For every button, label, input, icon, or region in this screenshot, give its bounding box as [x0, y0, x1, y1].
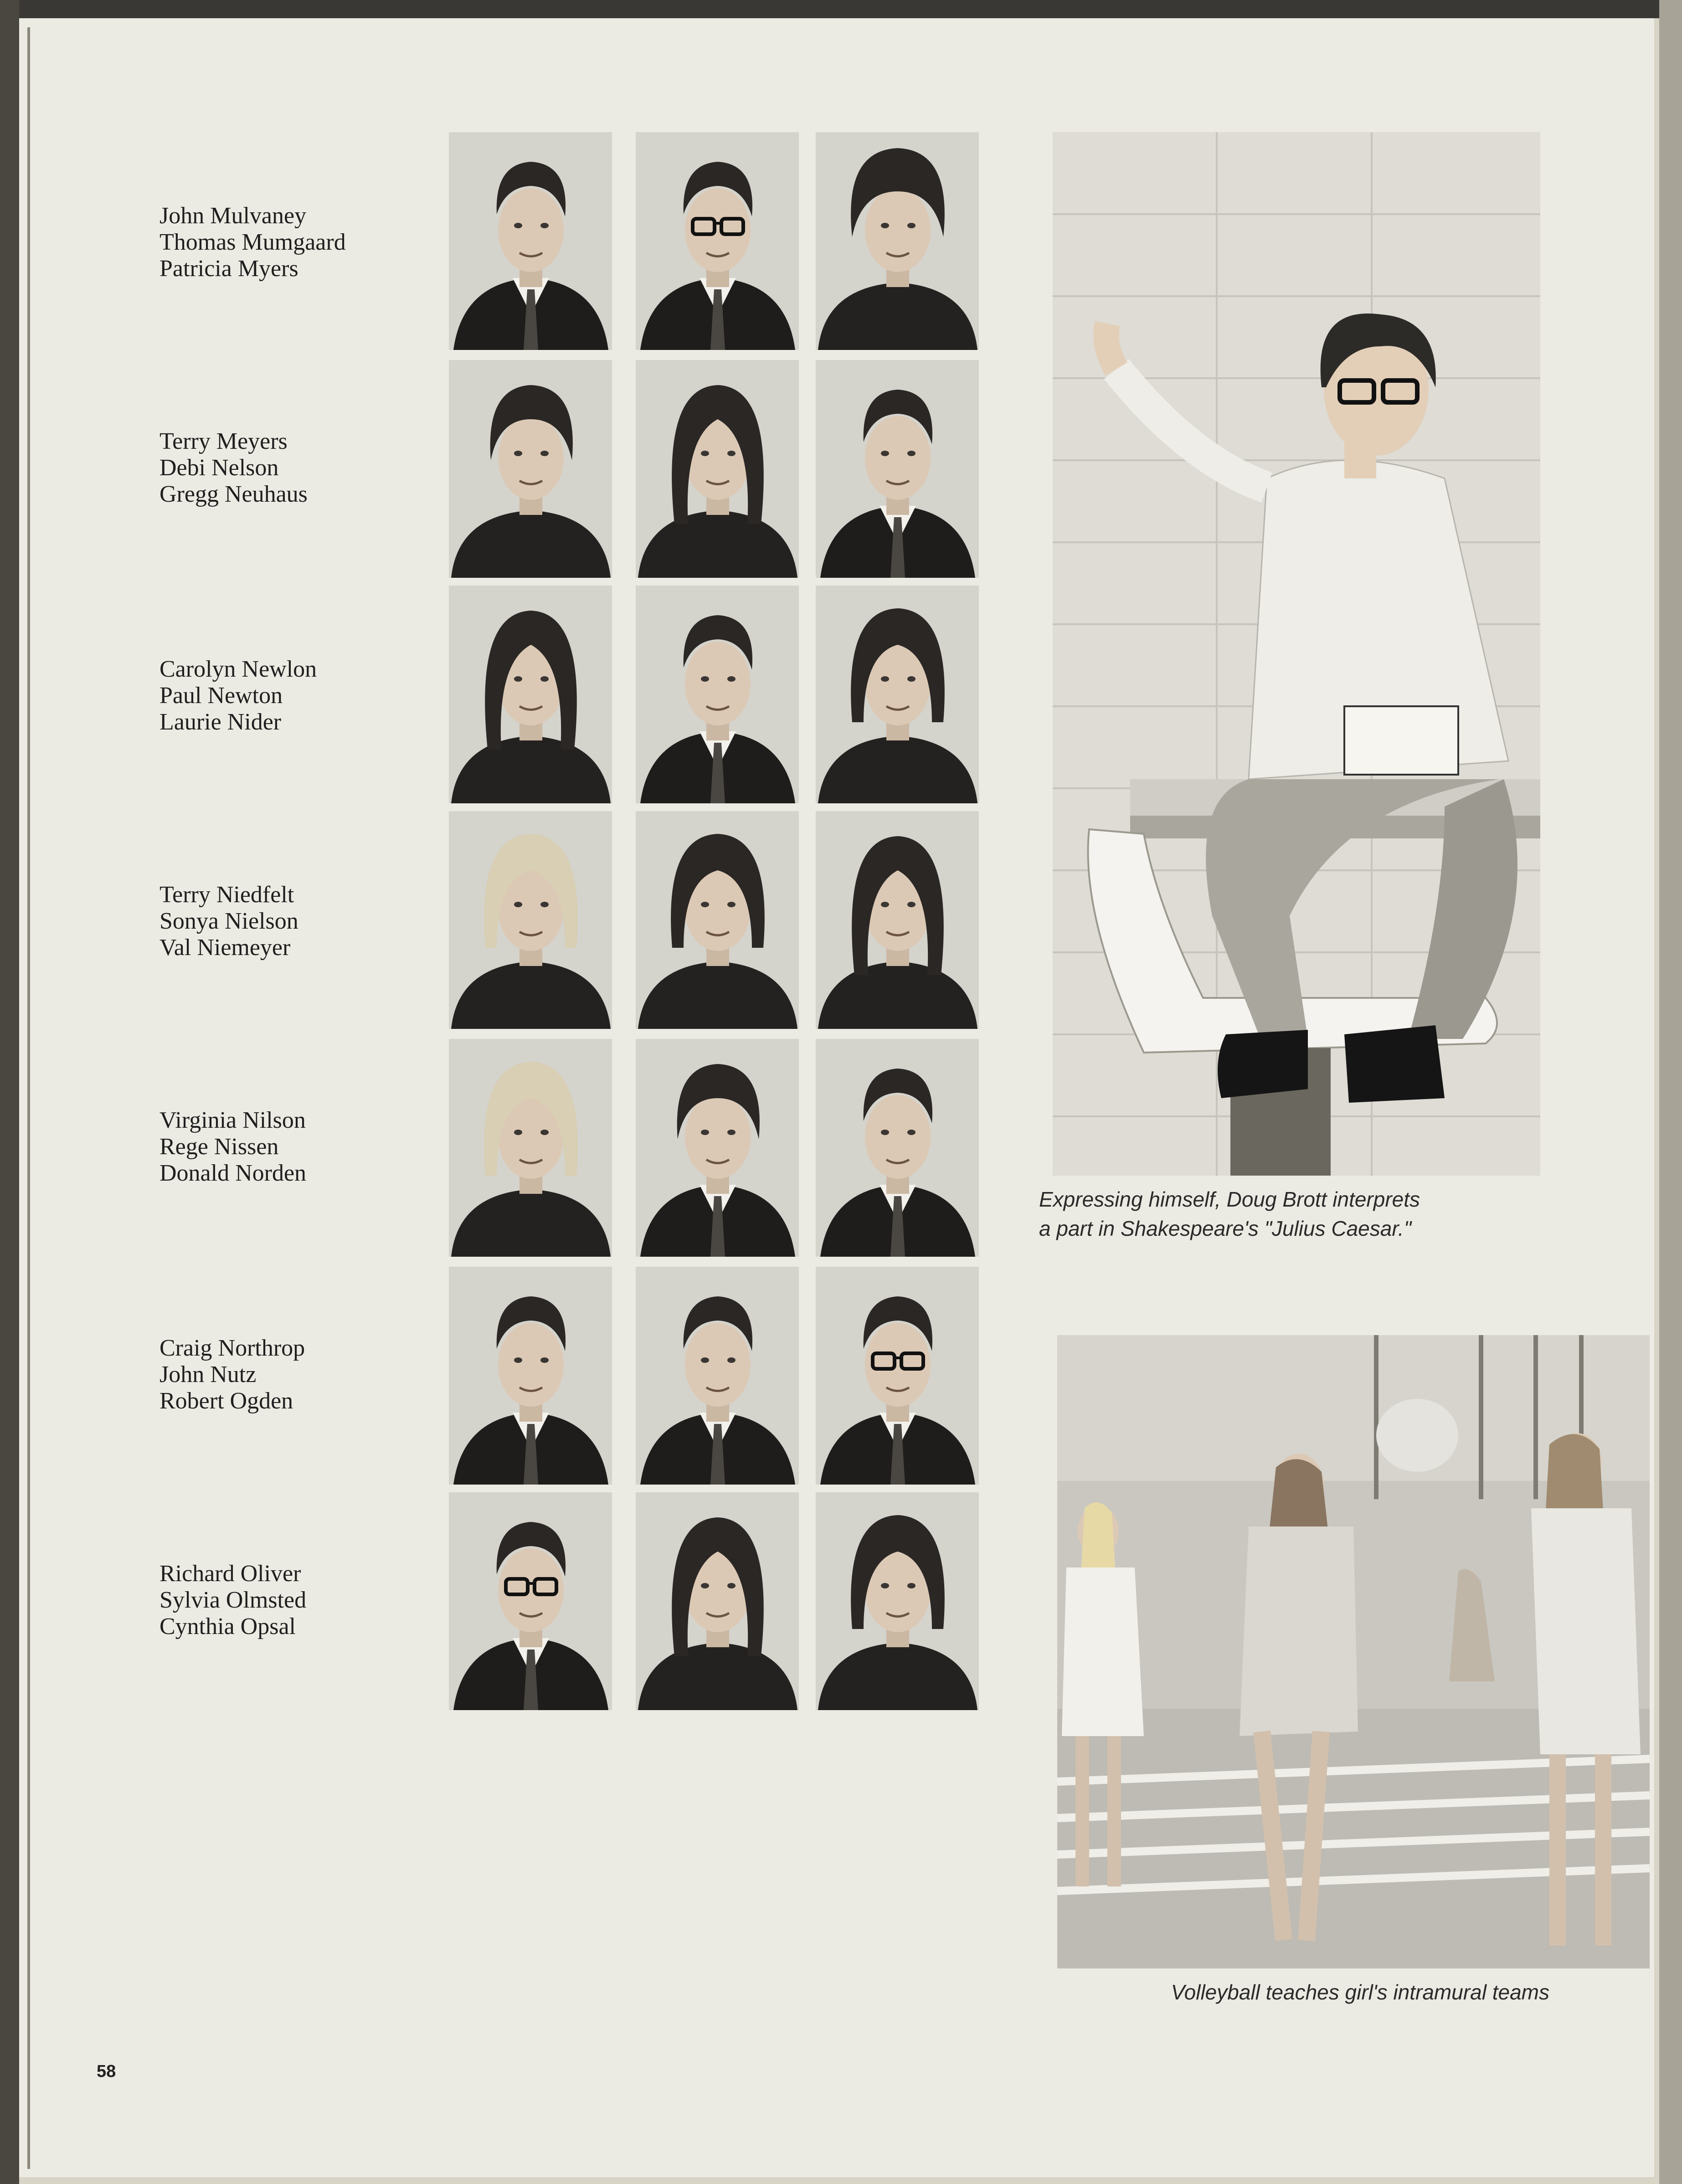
student-name: Sylvia Olmsted	[159, 1587, 307, 1613]
student-name: Thomas Mumgaard	[159, 229, 346, 255]
student-portrait	[816, 1267, 979, 1485]
student-name: Donald Norden	[159, 1160, 307, 1186]
student-name: Val Niemeyer	[159, 935, 291, 961]
student-name: John Nutz	[159, 1362, 257, 1387]
student-portrait	[816, 1492, 979, 1710]
student-name: Patricia Myers	[159, 256, 298, 282]
drama-photo	[1053, 132, 1540, 1176]
student-name: Craig Northrop	[159, 1335, 305, 1361]
student-portrait	[449, 586, 612, 803]
name-list	[159, 882, 415, 961]
student-name: Terry Niedfelt	[159, 882, 294, 908]
student-portrait	[636, 586, 799, 803]
student-portrait	[636, 811, 799, 1029]
volleyball-photo	[1057, 1335, 1650, 1968]
name-list	[159, 1561, 415, 1640]
binding-line	[27, 27, 30, 2169]
student-portrait	[449, 1267, 612, 1485]
name-list	[159, 1107, 415, 1187]
page-top-edge	[0, 0, 1682, 18]
name-list	[159, 428, 415, 508]
student-portrait	[449, 1492, 612, 1710]
student-name: Carolyn Newlon	[159, 656, 317, 682]
student-portrait	[816, 360, 979, 578]
drama-photo-caption: Expressing himself, Doug Brott interprets a part in Shakespeare's "Julius Caesar."	[1039, 1187, 1420, 1240]
student-portrait	[816, 132, 979, 350]
student-portrait	[449, 360, 612, 578]
volleyball-photo-caption: Volleyball teaches girl's intramural teams	[1171, 1980, 1549, 2004]
student-name: John Mulvaney	[159, 203, 307, 229]
student-name: Cynthia Opsal	[159, 1614, 296, 1639]
student-portrait	[636, 132, 799, 350]
student-portrait	[636, 1039, 799, 1257]
name-list	[159, 656, 415, 735]
student-portrait	[816, 1039, 979, 1257]
name-list	[159, 1335, 415, 1414]
student-portrait	[449, 132, 612, 350]
student-name: Gregg Neuhaus	[159, 481, 308, 507]
student-portrait	[816, 811, 979, 1029]
student-portrait	[816, 586, 979, 803]
student-portrait	[636, 1267, 799, 1485]
student-portrait	[449, 1039, 612, 1257]
student-name: Robert Ogden	[159, 1388, 293, 1414]
student-name: Laurie Nider	[159, 709, 282, 735]
student-name: Virginia Nilson	[159, 1107, 306, 1133]
student-portrait	[449, 811, 612, 1029]
student-name: Terry Meyers	[159, 428, 288, 454]
student-name: Paul Newton	[159, 683, 283, 709]
student-name: Debi Nelson	[159, 455, 279, 481]
student-portrait	[636, 1492, 799, 1710]
page-right-edge	[1659, 0, 1682, 2184]
student-name: Sonya Nielson	[159, 908, 298, 934]
name-list	[159, 203, 415, 282]
page-number: 58	[97, 2062, 116, 2081]
binding-spine	[0, 0, 19, 2184]
student-portrait	[636, 360, 799, 578]
student-name: Richard Oliver	[159, 1561, 301, 1587]
student-name: Rege Nissen	[159, 1134, 279, 1160]
